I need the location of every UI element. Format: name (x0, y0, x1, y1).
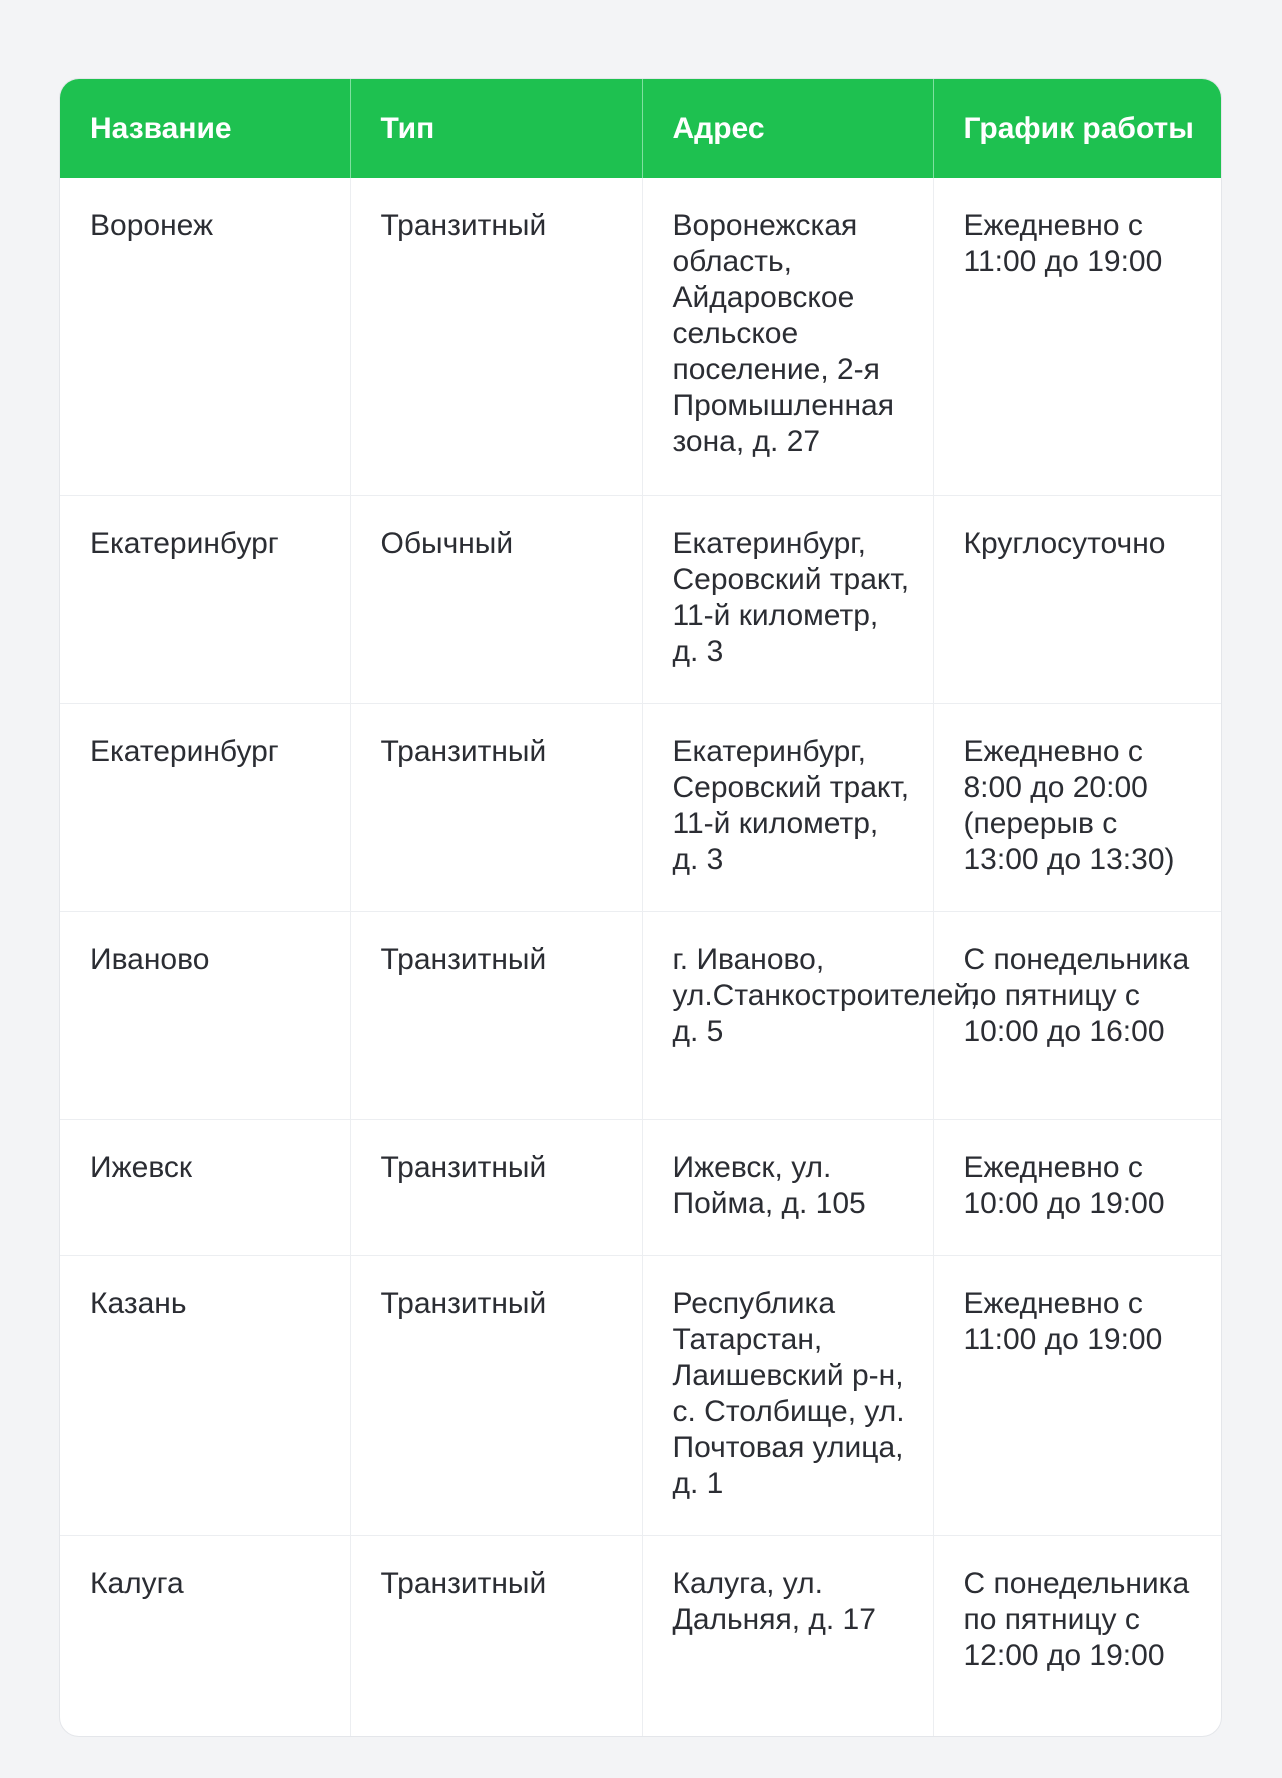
cell-address: Ижевск, ул. Пойма, д. 105 (642, 1119, 933, 1255)
cell-address: г. Иваново, ул.Станкостроителей, д. 5 (642, 911, 933, 1119)
column-header-name: Название (60, 79, 350, 178)
cell-address: Республика Татарстан, Лаишевский р-н, с. Столбище, ул. Почтовая улица, д. 1 (642, 1255, 933, 1535)
cell-type: Транзитный (350, 1255, 642, 1535)
cell-address: Екатеринбург, Серовский тракт, 11-й километр, д. 3 (642, 703, 933, 911)
cell-schedule: С понедельника по пятницу с 10:00 до 16:00 (933, 911, 1221, 1119)
cell-type: Транзитный (350, 1119, 642, 1255)
cell-address: Калуга, ул. Дальняя, д. 17 (642, 1535, 933, 1736)
table-body (60, 178, 1221, 1736)
cell-address: Воронежская область, Айдаровское сельское поселение, 2-я Промышленная зона, д. 27 (642, 178, 933, 495)
column-header-type: Тип (350, 79, 642, 178)
cell-type: Обычный (350, 495, 642, 703)
cell-schedule: Круглосуточно (933, 495, 1221, 703)
cell-name: Екатеринбург (60, 703, 350, 911)
table-row (60, 1535, 1221, 1736)
table-header (60, 79, 1221, 178)
column-header-address: Адрес (642, 79, 933, 178)
cell-schedule: Ежедневно с 11:00 до 19:00 (933, 1255, 1221, 1535)
cell-name: Ижевск (60, 1119, 350, 1255)
cell-name: Казань (60, 1255, 350, 1535)
cell-address: Екатеринбург, Серовский тракт, 11-й километр, д. 3 (642, 495, 933, 703)
cell-name: Воронеж (90, 209, 214, 242)
cell-schedule: Ежедневно с 10:00 до 19:00 (933, 1119, 1221, 1255)
cell-name: Иваново (60, 911, 350, 1119)
cell-schedule: Ежедневно с 8:00 до 20:00 (перерыв с 13:00 до 13:30) (933, 703, 1221, 911)
cell-name: Екатеринбург (60, 495, 350, 703)
cell-schedule: Ежедневно с 11:00 до 19:00 (933, 178, 1221, 495)
table-row (60, 1119, 1221, 1255)
table-row (60, 178, 1221, 495)
table-row (60, 911, 1221, 1119)
cell-type: Транзитный (350, 911, 642, 1119)
table-row (60, 703, 1221, 911)
cell-name: Калуга (60, 1535, 350, 1736)
cell-type: Транзитный (350, 703, 642, 911)
cell-type: Транзитный (350, 178, 642, 495)
warehouses-table (60, 79, 1221, 1736)
warehouses-table-card (59, 78, 1222, 1737)
column-header-schedule: График работы (933, 79, 1221, 178)
table-row (60, 495, 1221, 703)
table-row (60, 1255, 1221, 1535)
cell-type: Транзитный (350, 1535, 642, 1736)
table-header-row (60, 79, 1221, 178)
cell-schedule: С понедельника по пятницу с 12:00 до 19:00 (933, 1535, 1221, 1736)
